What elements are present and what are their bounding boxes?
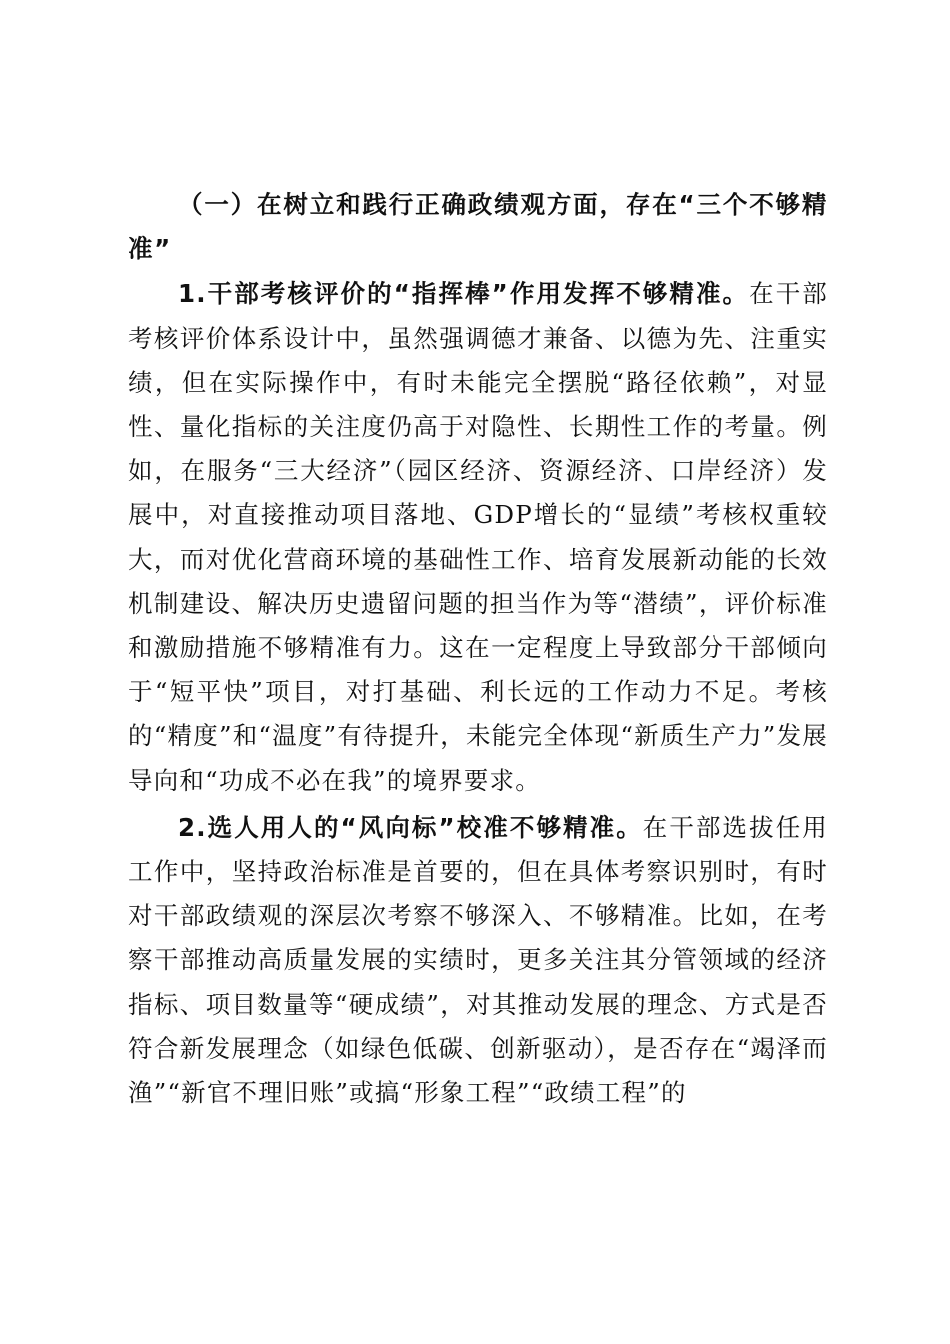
paragraph-1-lead: 1.干部考核评价的“指挥棒”作用发挥不够精准。 bbox=[178, 279, 750, 309]
document-body bbox=[128, 183, 828, 1118]
section-heading: （一）在树立和践行正确政绩观方面，存在“三个不够精准” bbox=[128, 190, 828, 264]
paragraph-1 bbox=[128, 272, 828, 802]
paragraph-2-body: 在干部选拔任用工作中，坚持政治标准是首要的，但在具体考察识别时，有时对干部政绩观的深层次考察不够深入、不够精准。比如，在考察干部推动高质量发展的实绩时，更多关注其分管领域的经济指标、项目数量等“硬成绩”，对其推动发展的理念、方式是否符合新发展理念（如绿色低碳、创新驱动），是否存在“竭泽而渔”“新官不理旧账”或搞“形象工程”“政绩工程”的 bbox=[128, 812, 829, 1108]
paragraph-2 bbox=[128, 806, 828, 1115]
paragraph-2-lead: 2.选人用人的“风向标”校准不够精准。 bbox=[178, 812, 643, 842]
paragraph-1-body: 在干部考核评价体系设计中，虽然强调德才兼备、以德为先、注重实绩，但在实际操作中，有时未能完全摆脱“路径依赖”，对显性、量化指标的关注度仍高于对隐性、长期性工作的考量。例如，在服务“三大经济”（园区经济、资源经济、口岸经济）发展中，对直接推动项目落地、GDP增长的“显绩”考核权重较大，而对优化营商环境的基础性工作、培育发展新动能的长效机制建设、解决历史遗留问题的担当作为等“潜绩”，评价标准和激励措施不够精准有力。这在一定程度上导致部分干部倾向于“短平快”项目，对打基础、利长远的工作动力不足。考核的“精度”和“温度”有待提升，未能完全体现“新质生产力”发展导向和“功成不必在我”的境界要求。 bbox=[128, 279, 828, 795]
